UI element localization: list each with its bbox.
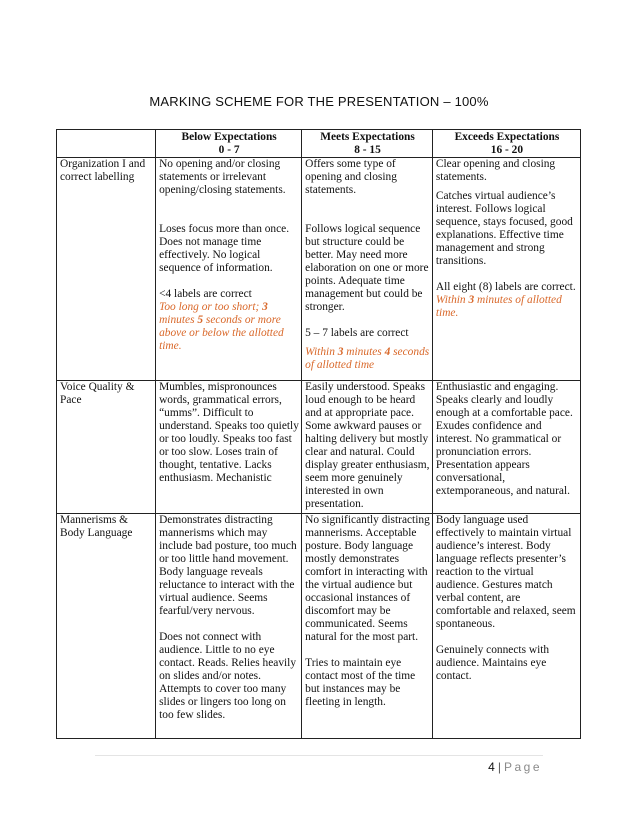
time-note: Within 3 minutes of allotted time.: [435, 294, 562, 319]
header-range: 16 - 20: [490, 144, 524, 156]
page-label: Page: [503, 760, 542, 774]
meets-cell: [302, 158, 433, 381]
header-empty-cell: [57, 130, 156, 158]
cell-paragraph: Clear opening and closing statements.: [435, 158, 556, 183]
footer-divider: [95, 755, 543, 756]
footer-separator: |: [497, 760, 501, 774]
header-exceeds-expectations: [432, 130, 580, 158]
header-row: [57, 130, 581, 158]
page-number: 4: [488, 760, 495, 774]
cell-paragraph: Genuinely connects with audience. Maintains eye contact.: [435, 644, 550, 682]
meets-cell: Easily understood. Speaks loud enough to be heard and at appropriate pace. Some awkward pauses or halting delivery but mostly clear and natural. Could display greater enthusiasm, seem more genuinely interested in own presentation.: [302, 381, 433, 514]
header-range: 8 - 15: [354, 144, 381, 156]
header-below-expectations: [156, 130, 302, 158]
cell-paragraph: Loses focus more than once. Does not manage time effectively. No logical sequence of information.: [159, 223, 290, 274]
criterion-cell: Organization I and correct labelling: [57, 158, 156, 381]
cell-paragraph: No opening and/or closing statements or irrelevant opening/closing statements.: [159, 158, 286, 196]
below-cell: [156, 158, 302, 381]
header-label: Meets Expectations: [320, 131, 415, 143]
cell-paragraph: Follows logical sequence but structure could be better. May need more elaboration on one or more points. Adequate time management but could be stronger.: [305, 223, 429, 313]
meets-cell: [302, 514, 433, 739]
page-footer: [488, 760, 542, 774]
cell-paragraph: Demonstrates distracting mannerisms which may include bad posture, too much or too little hand movement. Body language reveals reluctance to interact with the virtual audience. Seems fearful/very nervous.: [159, 514, 297, 617]
exceeds-cell: [432, 158, 580, 381]
cell-paragraph: 5 – 7 labels are correct: [305, 327, 409, 339]
below-cell: Mumbles, mispronounces words, grammatical errors, “umms”. Difficult to understand. Speaks too quietly or too loudly. Speaks too fast or too slow. Loses train of thought, tentative. Lacks enthusiasm. Mechanistic: [156, 381, 302, 514]
cell-paragraph: Body language used effectively to maintain virtual audience’s interest. Body language reflects presenter’s reaction to the virtual audience. Gestures match verbal content, are comfortable and relaxed, seem spontaneous.: [435, 514, 576, 630]
cell-paragraph: No significantly distracting mannerisms. Acceptable posture. Body language mostly demonstrates comfort in interacting with the virtual audience but occasional instances of discomfort may be communicated. Seems natural for the most part.: [305, 514, 430, 643]
header-label: Exceeds Expectations: [454, 131, 560, 143]
time-note: Too long or too short; 3 minutes 5 seconds or more above or below the allotted time.: [159, 301, 284, 352]
time-note: Within 3 minutes 4 seconds of allotted time: [305, 346, 430, 371]
marking-scheme-table: [56, 129, 581, 739]
table-row: [57, 158, 581, 381]
cell-paragraph: Does not connect with audience. Little to no eye contact. Reads. Relies heavily on slides and/or notes. Attempts to cover too many slides or lingers too long on too few slides.: [159, 631, 297, 721]
cell-paragraph: Offers some type of opening and closing statements.: [305, 158, 397, 196]
cell-paragraph: All eight (8) labels are correct.: [435, 281, 576, 293]
below-cell: [156, 514, 302, 739]
cell-paragraph: Tries to maintain eye contact most of the time but instances may be fleeting in length.: [305, 657, 416, 708]
table-row: [57, 381, 581, 514]
exceeds-cell: Enthusiastic and engaging. Speaks clearly and loudly enough at a comfortable pace. Exudes confidence and interest. No grammatical or pronunciation errors. Presentation appears conversational, extemporaneous, and natural.: [432, 381, 580, 514]
header-meets-expectations: [302, 130, 433, 158]
header-range: 0 - 7: [218, 144, 240, 156]
page-title: MARKING SCHEME FOR THE PRESENTATION – 100%: [149, 94, 489, 109]
cell-paragraph: Catches virtual audience’s interest. Follows logical sequence, stays focused, good explanations. Effective time management and strong transitions.: [435, 190, 573, 267]
criterion-cell: Voice Quality & Pace: [57, 381, 156, 514]
criterion-cell: Mannerisms & Body Language: [57, 514, 156, 739]
header-label: Below Expectations: [181, 131, 277, 143]
table-row: [57, 514, 581, 739]
cell-paragraph: <4 labels are correct: [159, 288, 252, 300]
exceeds-cell: [432, 514, 580, 739]
